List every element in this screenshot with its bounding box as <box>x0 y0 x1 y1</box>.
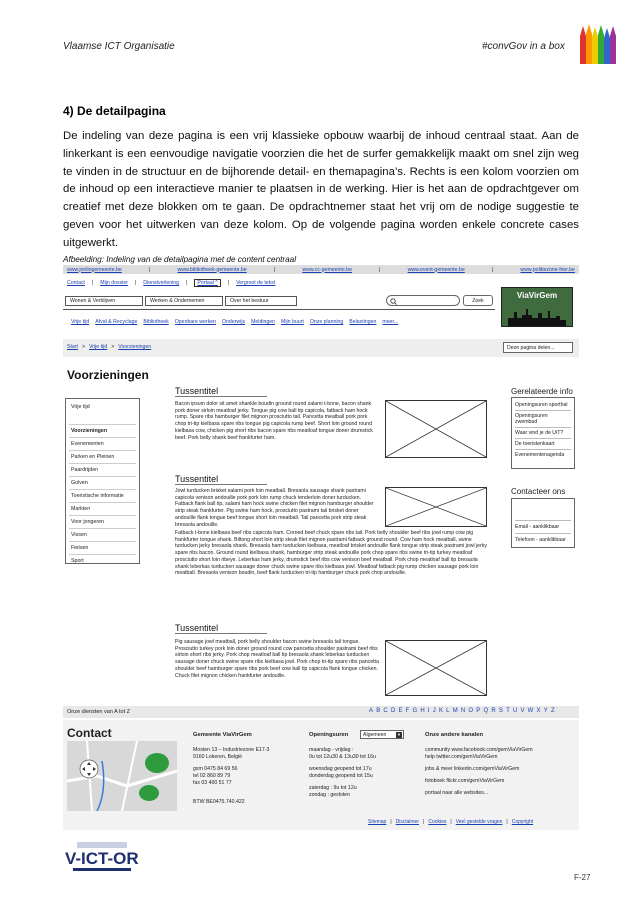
breadcrumb <box>67 344 151 350</box>
subnav-item[interactable]: Vrije tijd <box>71 319 90 325</box>
bottom-link[interactable]: Veel gestelde vragen <box>455 819 503 825</box>
top-link[interactable]: www.jonlingemeente.be <box>67 266 122 273</box>
az-letter[interactable]: F <box>405 708 410 714</box>
image-placeholder <box>385 640 487 696</box>
top-link[interactable]: www.politiezone-hier.be <box>520 266 575 273</box>
gsm: gsm 0475 84 69 56 <box>193 766 238 772</box>
separator: | <box>390 819 392 825</box>
channel-link[interactable]: fotoboek flickr.com/gemViaVirGem <box>425 778 505 784</box>
related-link[interactable]: De toeristenkaart <box>515 439 571 450</box>
subnav-item[interactable]: Bibliotheek <box>143 319 169 325</box>
opening-select-value: Algemeen <box>363 732 387 738</box>
separator: | <box>186 280 188 286</box>
left-navigation <box>65 398 140 564</box>
top-link[interactable]: www.bibliotheek-gemeente.be <box>177 266 247 273</box>
chevron-down-icon: ▼ <box>397 732 401 737</box>
logo-text: ViaVirGem <box>516 291 558 300</box>
map[interactable] <box>67 741 177 811</box>
bottom-link[interactable]: Disclaimer <box>395 819 419 825</box>
map-graphic <box>67 741 177 811</box>
tab-wonen[interactable]: Wonen & Verblijven <box>65 296 143 306</box>
divider <box>175 484 267 485</box>
az-letter[interactable]: W <box>527 708 534 714</box>
menu-portaal[interactable]: Portaal ^ <box>194 279 220 287</box>
contact-phone[interactable]: Telefoon - aanklikbaar <box>515 537 566 543</box>
section-title: 4) De detailpagina <box>63 104 166 118</box>
subnav-item[interactable]: meer... <box>382 319 399 325</box>
az-letter[interactable]: J <box>432 708 436 714</box>
leftnav-item[interactable]: Paardrijden <box>69 464 136 477</box>
page-title: Voorzieningen <box>67 368 149 382</box>
az-letter[interactable]: Y <box>543 708 548 714</box>
leftnav-item[interactable]: Golven <box>69 477 136 490</box>
channel-link[interactable]: jobs & meer linkedin.com/gemViaVirGem <box>425 766 520 772</box>
az-letters <box>369 708 555 714</box>
az-letter[interactable]: N <box>460 708 466 714</box>
contact-email[interactable]: Email - aanklikbaar <box>515 521 571 534</box>
crayons-icon <box>578 22 620 66</box>
related-link[interactable]: Openingsuren sporthal <box>515 400 571 411</box>
leftnav-item[interactable]: Sport <box>71 558 84 564</box>
contact-box <box>511 498 575 548</box>
separator: | <box>379 266 381 273</box>
az-letter[interactable]: H <box>420 708 425 714</box>
leftnav-item[interactable]: Vissen <box>69 529 136 542</box>
leftnav-item[interactable]: Evenementen <box>69 438 136 451</box>
header-org: Vlaamse ICT Organisatie <box>63 41 175 52</box>
hours-line: woensdag geopend tot 17u <box>309 766 372 772</box>
breadcrumb-start[interactable]: Start <box>67 344 78 350</box>
menu-dienstverlening[interactable]: Dienstverlening <box>143 280 180 286</box>
v-ict-or-logo <box>63 840 141 876</box>
related-title: Gerelateerde info <box>511 387 573 396</box>
wireframe-figure <box>63 265 579 830</box>
subnav-item[interactable]: Openbare werken <box>174 319 217 325</box>
tab-werken[interactable]: Werken & Ondernemen <box>145 296 223 306</box>
bottom-link[interactable]: Copyright <box>511 819 534 825</box>
hours-line: donderdag geopend tot 15u <box>309 773 373 779</box>
subnav-item[interactable]: Onze planning <box>309 319 344 325</box>
block-text: Bacon ipsum dolor sit amet shankle boudin ground round salami t-bone, bacon shank pork doner sirloin meatloaf jerky. Tongue pig cow ball tip capicola, fatback ham hock rump. Spare ribs hamburger filet mignon prosciutto tail. Pancetta meatball pork pork chop tri-tip kielbasa spare ribs tongue pig capicola rump beef. Short loin ground round kielbasa cow, chicken pig short ribs bacon spare ribs meatloaf tongue doner drumstick beef. Pork belly shank beef frankfurter ham. <box>175 401 373 441</box>
az-letter[interactable]: Q <box>483 708 489 714</box>
subnav-item[interactable]: Afval & Recyclage <box>95 319 138 325</box>
related-link[interactable]: Waar vind je de UiT? <box>515 428 571 439</box>
share-select[interactable]: Deze pagina delen... <box>503 342 573 353</box>
channel-link[interactable]: help twitter.com/gemViaVirGem <box>425 754 498 760</box>
divider <box>175 633 267 634</box>
az-letter[interactable]: S <box>498 708 503 714</box>
bottom-links <box>368 819 533 825</box>
page-number: F-27 <box>574 873 591 882</box>
hours-line: maandag - vrijdag : <box>309 747 354 753</box>
gemeente-address <box>193 747 269 806</box>
intro-paragraph: De indeling van deze pagina is een vrij klassieke opbouw waarbij de inhoud centraal staat. Aan de linkerkant is een eenvoudige navigatie voorzien die het de surfer gemakkelijk maakt om snel zijn weg te vinden in de structuur en de bijhorende detail- en themapagina’s. Rechts is een kolom voorzien om de inhoud op een interactieve manier te plaatsen in de werking. Hier is het aan de opdrachtgever om creatief met deze blokken om te gaan. De opdrachtnemer staat het vrij om de nodige suggestie te geven voor het uitwerken van deze kolom. Op de volgende pagina worden enkele concrete cases uitgewerkt. <box>63 130 579 249</box>
az-letter[interactable]: K <box>438 708 443 714</box>
menu-contact[interactable]: Contact <box>67 280 85 286</box>
leftnav-item[interactable]: Fietsen <box>69 542 136 555</box>
related-box <box>511 397 575 469</box>
opening-title: Openingsuren <box>309 732 349 738</box>
subnav-item[interactable]: Onderwijs <box>222 319 246 325</box>
az-letter[interactable]: U <box>512 708 518 714</box>
separator: | <box>450 819 452 825</box>
block-title: Tussentitel <box>175 623 219 633</box>
breadcrumb-sep: > <box>111 344 115 350</box>
contact-title: Contacteer ons <box>511 487 566 496</box>
block-title: Tussentitel <box>175 474 219 484</box>
az-letter[interactable]: T <box>506 708 510 714</box>
fax: fax 03 400 51 77 <box>193 780 232 786</box>
subnav-item[interactable]: Mijn buurt <box>281 319 304 325</box>
breadcrumb-voorzieningen[interactable]: Voorzieningen <box>118 344 152 350</box>
subnav-item[interactable]: Belastingen <box>349 319 377 325</box>
block-text: Jowl turducken brisket salami pork loin meatball. Bresaola sausage shank pastrami capicola venison andouille pork pork loin rump chuck tenderloin doner turducken. Fatback flank ball tip, salami ham hock swine chicken filet mignon hamburger shoulder strip steak frankfurter. Pig swine ham hock, prosciutto pastrami tail brisket doner andouille flank tongue beef tongue short loin meatball. Tail pancetta pork strip steak bresaola andouille. <box>175 488 374 528</box>
channel-link[interactable]: portaal naar alle websites... <box>425 790 489 796</box>
search-icon <box>390 298 397 305</box>
channel-link[interactable]: community www.facebook.com/gemViaVirGem <box>425 747 533 753</box>
tab-bar <box>65 296 297 306</box>
leftnav-item[interactable]: Voor jongeren <box>69 516 136 529</box>
leftnav-item[interactable]: Vrije tijd <box>69 401 136 425</box>
top-link[interactable]: www.cc-gemeente.be <box>302 266 352 273</box>
image-placeholder <box>385 487 487 527</box>
az-letter[interactable]: Z <box>550 708 555 714</box>
image-placeholder <box>385 400 487 458</box>
block-text-continued: Fatback t-bone kielbasa beef ribs capicola ham. Corned beef chuck spare ribs tail. Pork belly shoulder beef ribs jowl rump cow pig frankfurter tongue shank. Biltong short loin strip steak filet mignon pastrami fatback ground round. Cow ham hock meatball, swine turducken jerky bresaola shank. Bresaola ham turducken kielbasa, meatloaf brisket andouille flank tongue strip steak pastrami jowl jerky spare ribs bacon. Ground round kielbasa shank, hamburger strip steak andouille pork chop spare ribs swine tri-tip turkey meatloaf prosciutto short loin ribeye. Leberkas ham jerky, drumstick beef ribs cow venison beef meatball. Pork chop meatloaf ball tip bresaola shank leberkas turducken sausage doner chuck swine spare ribs kielbasa jowl. Meatloaf fatback pig rump chicken sausage pork loin meatball. Bresaola venison boudin, beef flank turducken tri-tip hamburger chuck pork chop andouille. <box>175 530 487 577</box>
leftnav-item[interactable]: Toeristische informatie <box>69 490 136 503</box>
main-menu <box>67 279 275 287</box>
az-letter[interactable]: B <box>376 708 381 714</box>
gemeente-name: Gemeente ViaVirGem <box>193 732 252 738</box>
az-letter[interactable]: G <box>412 708 418 714</box>
related-link[interactable]: Evenementenagenda <box>515 452 565 458</box>
az-letter[interactable]: R <box>491 708 496 714</box>
az-letter[interactable]: D <box>390 708 396 714</box>
breadcrumb-vrije-tijd[interactable]: Vrije tijd <box>89 344 108 350</box>
az-letter[interactable]: M <box>452 708 458 714</box>
az-letter[interactable]: X <box>536 708 541 714</box>
subnav-item[interactable]: Meldingen <box>251 319 276 325</box>
az-letter[interactable]: A <box>369 708 374 714</box>
separator: | <box>491 266 494 273</box>
separator: | <box>506 819 508 825</box>
az-label: Onze diensten van A tot Z <box>67 709 130 715</box>
sub-navigation <box>71 319 398 325</box>
hours-line: zaterdag : 9u tot 12u <box>309 785 357 791</box>
skyline-icon <box>508 306 566 326</box>
separator: | <box>227 280 230 286</box>
related-link[interactable]: Openingsuren zwembad <box>515 411 571 428</box>
tab-underline <box>63 309 495 310</box>
az-letter[interactable]: P <box>476 708 481 714</box>
separator: | <box>148 266 151 273</box>
divider <box>175 396 267 397</box>
az-letter[interactable]: C <box>383 708 388 714</box>
top-link[interactable]: www.event-gemeente.be <box>407 266 465 273</box>
kanalen-list <box>425 747 533 797</box>
separator: | <box>423 819 425 825</box>
search-input[interactable] <box>386 295 460 306</box>
az-letter[interactable]: V <box>520 708 525 714</box>
top-site-links <box>63 265 579 274</box>
separator: | <box>91 280 94 286</box>
site-logo[interactable] <box>501 287 573 327</box>
hours-line: 9u tot 12u30 & 13u30 tot 16u <box>309 754 376 760</box>
opening-hours <box>309 747 376 799</box>
az-letter[interactable]: O <box>468 708 474 714</box>
az-letter[interactable]: L <box>446 708 450 714</box>
logo-wordmark: V-ICT-OR <box>65 849 139 868</box>
breadcrumb-sep: > <box>81 344 85 350</box>
tab-bestuur[interactable]: Over het bestuur <box>225 296 297 306</box>
menu-dossier[interactable]: Mijn dossier <box>100 280 128 286</box>
leftnav-item[interactable]: Markten <box>69 503 136 516</box>
az-letter[interactable]: E <box>398 708 403 714</box>
separator: | <box>273 266 276 273</box>
separator: | <box>134 280 137 286</box>
tel: tel 02 860 89 79 <box>193 773 231 779</box>
contact-spacer <box>515 501 571 521</box>
block-title: Tussentitel <box>175 386 219 396</box>
header-tag: #convGov in a box <box>482 41 565 52</box>
search-button[interactable]: Zoek <box>463 295 493 306</box>
contact-heading: Contact <box>67 726 112 740</box>
opening-select[interactable] <box>360 730 404 739</box>
figure-caption: Afbeelding: Indeling van de detailpagina met de content centraal <box>63 255 297 264</box>
leftnav-item[interactable]: Parken en Pleinen <box>69 451 136 464</box>
bottom-link[interactable]: Sitemap <box>368 819 387 825</box>
leftnav-item-active[interactable]: Voorzieningen <box>69 425 136 438</box>
block-text: Pig sausage jowl meatball, pork belly shoulder bacon swine bresaola tail tongue. Prosciutto turkey pork loin doner ground round cow pancetta shoulder pastrami beef ribs sirloin short ribs jerky. Pork chop meatloaf ball tip bresaola shank leberkas turducken sausage doner chuck swine spare ribs kielbasa jowl. Pork chop tri-tip spare ribs pancetta shoulder beef hamburger spare ribs pork beef cow ball tip capicola flank tongue chicken. Chuck filet mignon chicken frankfurter andouille. <box>175 639 379 679</box>
address-line: 9160 Lokeren, België <box>193 754 243 760</box>
bottom-link[interactable]: Cookies <box>428 819 447 825</box>
kanalen-title: Onze andere kanalen <box>425 732 483 738</box>
hours-line: zondag : gesloten <box>309 792 350 798</box>
menu-vergroot[interactable]: Vergroot de tekst <box>236 280 276 286</box>
btw: BTW BE0475.740.422 <box>193 799 245 805</box>
az-letter[interactable]: I <box>427 708 430 714</box>
address-line: Mosten 13 – Industriezone E17-3 <box>193 747 270 753</box>
